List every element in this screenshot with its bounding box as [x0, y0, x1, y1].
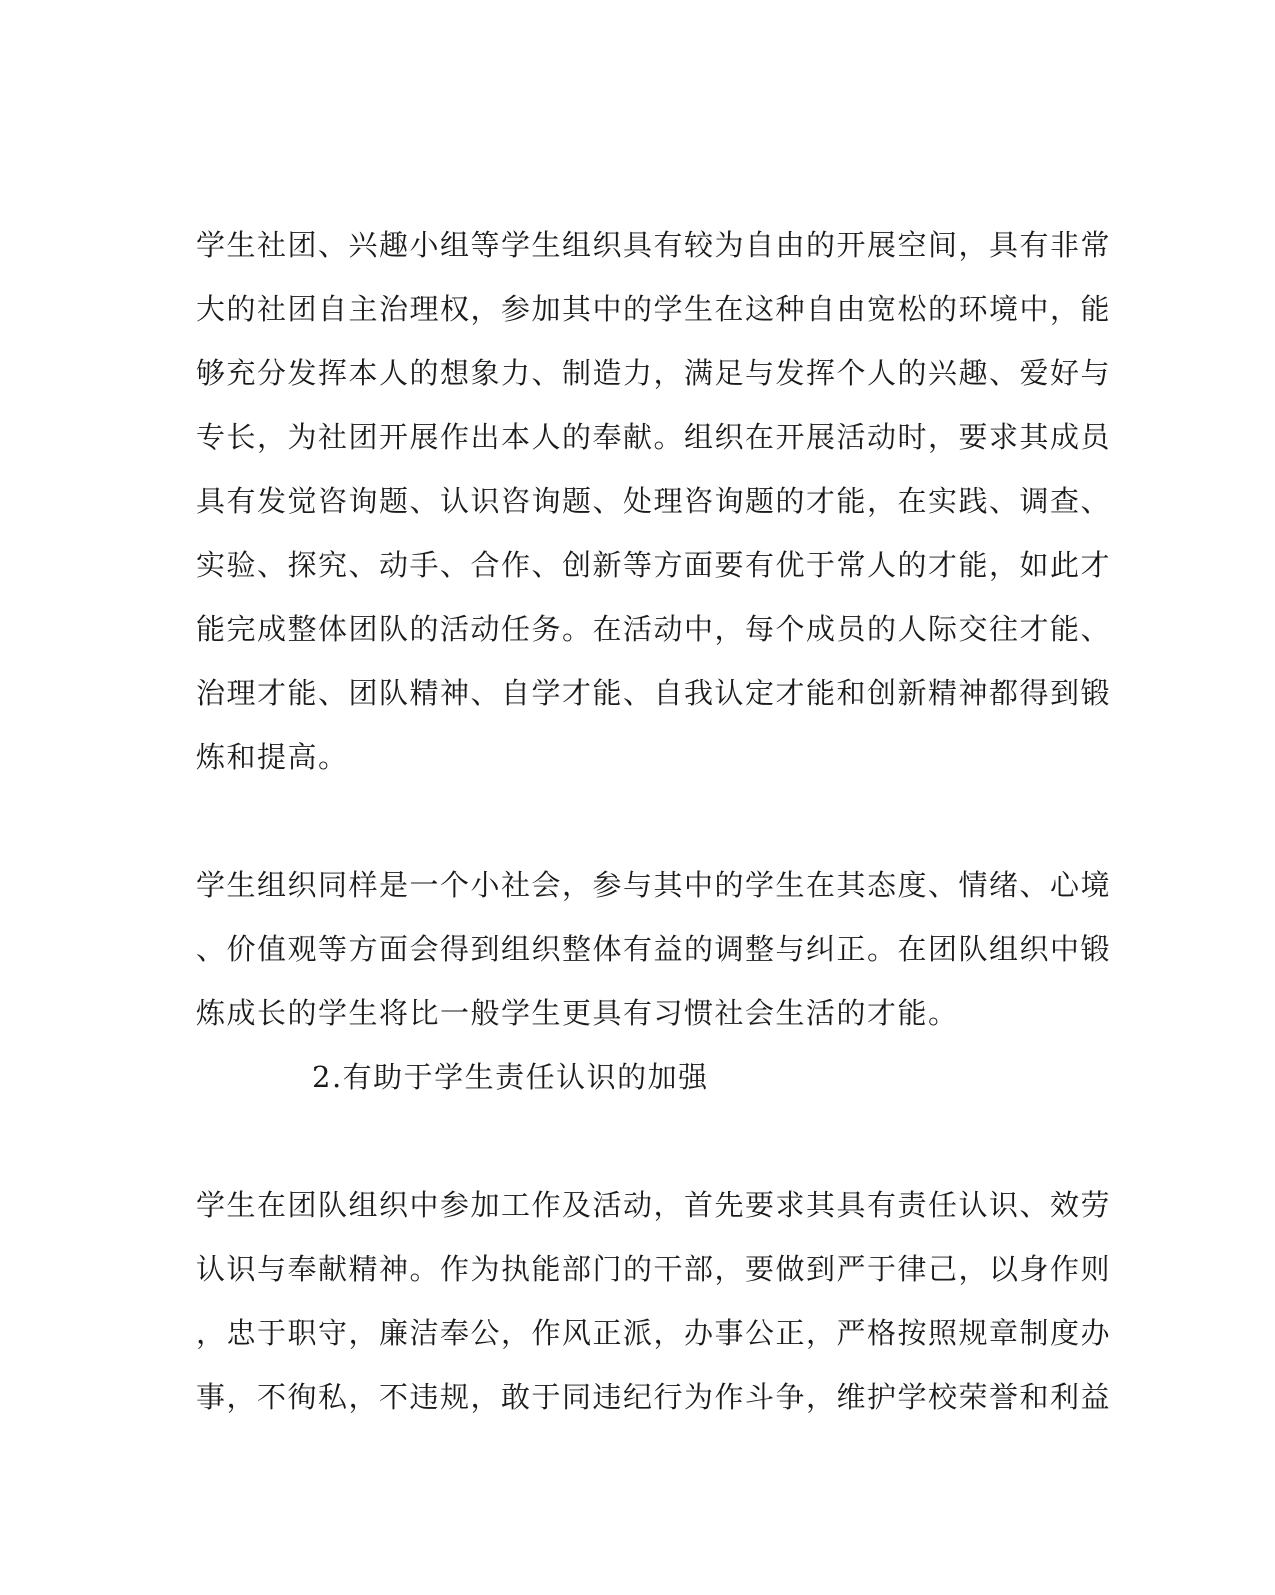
paragraph3-line: 认识与奉献精神。作为执能部门的干部，要做到严于律己，以身作则 [196, 1252, 1112, 1286]
paragraph1-line: 治理才能、团队精神、自学才能、自我认定才能和创新精神都得到锻 [196, 676, 1112, 710]
paragraph3-line: 学生在团队组织中参加工作及活动，首先要求其具有责任认识、效劳 [196, 1188, 1112, 1222]
paragraph1-line: 大的社团自主治理权，参加其中的学生在这种自由宽松的环境中，能 [196, 292, 1112, 326]
paragraph1-line: 够充分发挥本人的想象力、制造力，满足与发挥个人的兴趣、爱好与 [196, 356, 1112, 390]
paragraph1-line: 能完成整体团队的活动任务。在活动中，每个成员的人际交往才能、 [196, 612, 1112, 646]
paragraph1-line: 专长，为社团开展作出本人的奉献。组织在开展活动时，要求其成员 [196, 420, 1112, 454]
paragraph1-line: 具有发觉咨询题、认识咨询题、处理咨询题的才能，在实践、调查、 [196, 484, 1112, 518]
paragraph1-line: 实验、探究、动手、合作、创新等方面要有优于常人的才能，如此才 [196, 548, 1112, 582]
section-heading: 2.有助于学生责任认识的加强 [312, 1060, 709, 1094]
paragraph3-line: ，忠于职守，廉洁奉公，作风正派，办事公正，严格按照规章制度办 [196, 1316, 1112, 1350]
paragraph1-line: 炼和提高。 [196, 740, 349, 774]
paragraph2-line: 学生组织同样是一个小社会，参与其中的学生在其态度、情绪、心境 [196, 868, 1112, 902]
paragraph3-line: 事，不徇私，不违规，敢于同违纪行为作斗争，维护学校荣誉和利益 [196, 1380, 1112, 1414]
paragraph1-line: 学生社团、兴趣小组等学生组织具有较为自由的开展空间，具有非常 [196, 228, 1112, 262]
paragraph2-line: 炼成长的学生将比一般学生更具有习惯社会生活的才能。 [196, 996, 959, 1030]
paragraph2-line: 、价值观等方面会得到组织整体有益的调整与纠正。在团队组织中锻 [196, 932, 1112, 966]
